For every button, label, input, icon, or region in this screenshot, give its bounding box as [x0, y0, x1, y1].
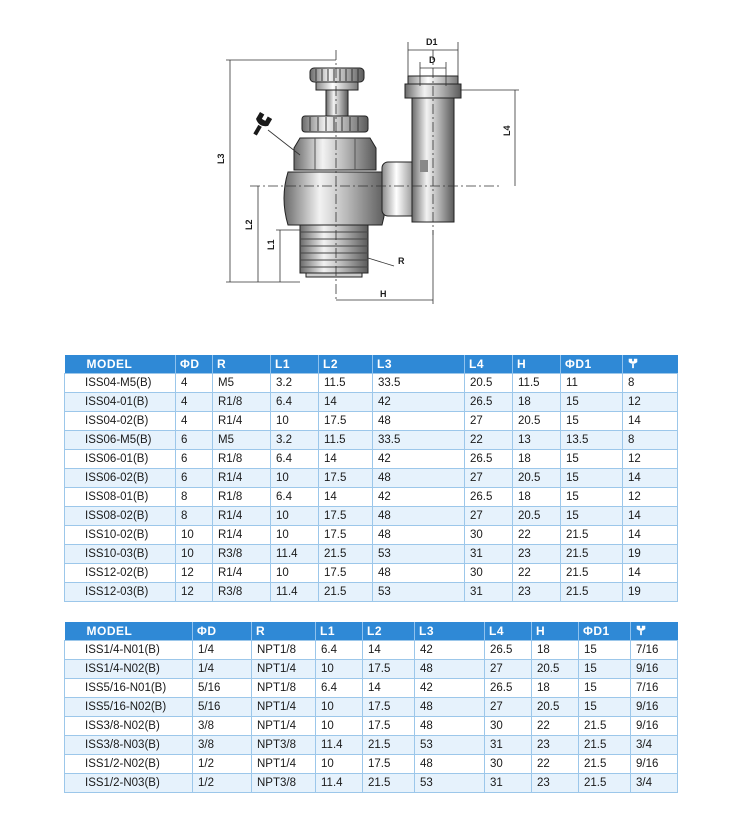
value-cell: 20.5 — [513, 507, 561, 526]
value-cell: 8 — [623, 374, 678, 393]
spec-table-imperial — [64, 622, 678, 793]
value-cell: 23 — [513, 583, 561, 602]
value-cell: 17.5 — [319, 469, 373, 488]
table-row — [65, 545, 678, 564]
model-cell: ISS1/2-N03(B) — [65, 774, 193, 793]
table-row — [65, 564, 678, 583]
label-l4: L4 — [502, 125, 512, 136]
column-header: L1 — [271, 355, 319, 374]
value-cell: 13.5 — [561, 431, 623, 450]
value-cell: 22 — [513, 526, 561, 545]
value-cell: 21.5 — [579, 736, 631, 755]
value-cell: 22 — [532, 717, 579, 736]
value-cell: 11.5 — [513, 374, 561, 393]
value-cell: 15 — [561, 488, 623, 507]
value-cell: 30 — [465, 526, 513, 545]
value-cell: 15 — [561, 450, 623, 469]
value-cell: 11.5 — [319, 374, 373, 393]
value-cell: 18 — [513, 450, 561, 469]
value-cell: 21.5 — [319, 545, 373, 564]
value-cell: 20.5 — [513, 412, 561, 431]
table-row — [65, 374, 678, 393]
value-cell: 11.4 — [271, 583, 319, 602]
label-r: R — [398, 256, 405, 266]
value-cell: 6.4 — [271, 393, 319, 412]
value-cell: 26.5 — [465, 450, 513, 469]
value-cell: 18 — [532, 641, 579, 660]
table-row — [65, 641, 678, 660]
label-l1: L1 — [266, 239, 276, 250]
value-cell: 53 — [373, 545, 465, 564]
value-cell: 18 — [513, 393, 561, 412]
value-cell: 12 — [176, 583, 213, 602]
column-header: R — [213, 355, 271, 374]
value-cell: 17.5 — [319, 526, 373, 545]
model-cell: ISS10-02(B) — [65, 526, 176, 545]
column-header: ΦD — [193, 622, 252, 641]
model-cell: ISS1/4-N02(B) — [65, 660, 193, 679]
value-cell: 21.5 — [579, 717, 631, 736]
model-cell: ISS06-M5(B) — [65, 431, 176, 450]
column-header: ΦD1 — [579, 622, 631, 641]
value-cell: 4 — [176, 393, 213, 412]
column-header: L2 — [363, 622, 415, 641]
value-cell: 6 — [176, 450, 213, 469]
value-cell: 10 — [271, 412, 319, 431]
value-cell: 31 — [465, 545, 513, 564]
value-cell: 21.5 — [561, 583, 623, 602]
value-cell: 10 — [316, 660, 363, 679]
value-cell: 48 — [415, 698, 485, 717]
model-cell: ISS06-01(B) — [65, 450, 176, 469]
value-cell: 17.5 — [319, 507, 373, 526]
value-cell: 14 — [319, 450, 373, 469]
model-cell: ISS12-02(B) — [65, 564, 176, 583]
wrench-size-icon — [623, 355, 678, 374]
value-cell: 23 — [532, 774, 579, 793]
value-cell: M5 — [213, 374, 271, 393]
table-row — [65, 393, 678, 412]
value-cell: NPT1/8 — [252, 679, 316, 698]
label-l3: L3 — [216, 153, 226, 164]
column-header: ΦD — [176, 355, 213, 374]
value-cell: 21.5 — [579, 755, 631, 774]
table-row — [65, 774, 678, 793]
value-cell: 27 — [485, 660, 532, 679]
value-cell: 18 — [532, 679, 579, 698]
model-cell: ISS5/16-N02(B) — [65, 698, 193, 717]
value-cell: 53 — [415, 736, 485, 755]
value-cell: 10 — [176, 526, 213, 545]
value-cell: 10 — [316, 698, 363, 717]
value-cell: 26.5 — [485, 679, 532, 698]
table-row — [65, 583, 678, 602]
column-header: L3 — [373, 355, 465, 374]
value-cell: 23 — [532, 736, 579, 755]
value-cell: 15 — [561, 412, 623, 431]
value-cell: NPT3/8 — [252, 774, 316, 793]
table-row — [65, 431, 678, 450]
model-cell: ISS04-M5(B) — [65, 374, 176, 393]
value-cell: 3.2 — [271, 374, 319, 393]
value-cell: NPT1/4 — [252, 717, 316, 736]
value-cell: 10 — [176, 545, 213, 564]
value-cell: 26.5 — [465, 488, 513, 507]
value-cell: NPT1/8 — [252, 641, 316, 660]
value-cell: R1/4 — [213, 564, 271, 583]
table-row — [65, 660, 678, 679]
value-cell: 14 — [319, 488, 373, 507]
value-cell: R1/8 — [213, 488, 271, 507]
column-header: MODEL — [65, 355, 176, 374]
value-cell: 1/2 — [193, 774, 252, 793]
value-cell: 21.5 — [363, 774, 415, 793]
model-cell: ISS1/4-N01(B) — [65, 641, 193, 660]
column-header: L4 — [465, 355, 513, 374]
value-cell: 48 — [373, 507, 465, 526]
value-cell: R1/8 — [213, 450, 271, 469]
table-row — [65, 488, 678, 507]
value-cell: 15 — [561, 507, 623, 526]
value-cell: 21.5 — [561, 564, 623, 583]
value-cell: 12 — [176, 564, 213, 583]
value-cell: R1/4 — [213, 469, 271, 488]
value-cell: 20.5 — [513, 469, 561, 488]
value-cell: 8 — [623, 431, 678, 450]
value-cell: 14 — [623, 507, 678, 526]
value-cell: 15 — [579, 660, 631, 679]
label-d1: D1 — [426, 37, 438, 47]
value-cell: 6.4 — [316, 641, 363, 660]
value-cell: 6 — [176, 431, 213, 450]
value-cell: 20.5 — [532, 698, 579, 717]
value-cell: R1/4 — [213, 412, 271, 431]
value-cell: 23 — [513, 545, 561, 564]
value-cell: 11.4 — [316, 774, 363, 793]
value-cell: 31 — [485, 736, 532, 755]
value-cell: 53 — [415, 774, 485, 793]
value-cell: 17.5 — [319, 564, 373, 583]
column-header: L3 — [415, 622, 485, 641]
value-cell: 3/4 — [631, 774, 678, 793]
value-cell: 14 — [623, 469, 678, 488]
value-cell: 48 — [373, 412, 465, 431]
value-cell: 19 — [623, 545, 678, 564]
value-cell: 3/4 — [631, 736, 678, 755]
value-cell: 48 — [415, 660, 485, 679]
value-cell: 9/16 — [631, 755, 678, 774]
value-cell: 5/16 — [193, 698, 252, 717]
value-cell: 10 — [316, 755, 363, 774]
value-cell: 10 — [271, 507, 319, 526]
column-header: MODEL — [65, 622, 193, 641]
value-cell: 48 — [373, 469, 465, 488]
value-cell: 27 — [465, 412, 513, 431]
value-cell: 20.5 — [465, 374, 513, 393]
column-header: L1 — [316, 622, 363, 641]
value-cell: 10 — [316, 717, 363, 736]
value-cell: 22 — [513, 564, 561, 583]
value-cell: NPT3/8 — [252, 736, 316, 755]
value-cell: 20.5 — [532, 660, 579, 679]
value-cell: 31 — [485, 774, 532, 793]
value-cell: 27 — [465, 469, 513, 488]
value-cell: 12 — [623, 488, 678, 507]
value-cell: 30 — [465, 564, 513, 583]
model-cell: ISS10-03(B) — [65, 545, 176, 564]
label-l2: L2 — [244, 219, 254, 230]
value-cell: 10 — [271, 469, 319, 488]
value-cell: 22 — [532, 755, 579, 774]
value-cell: 21.5 — [561, 526, 623, 545]
value-cell: 15 — [579, 641, 631, 660]
table-row — [65, 736, 678, 755]
value-cell: 15 — [561, 393, 623, 412]
table-row — [65, 526, 678, 545]
technical-drawing — [150, 20, 580, 320]
value-cell: R1/8 — [213, 393, 271, 412]
model-cell: ISS3/8-N02(B) — [65, 717, 193, 736]
value-cell: 4 — [176, 412, 213, 431]
model-cell: ISS06-02(B) — [65, 469, 176, 488]
value-cell: 7/16 — [631, 679, 678, 698]
value-cell: 21.5 — [579, 774, 631, 793]
column-header: L4 — [485, 622, 532, 641]
value-cell: 33.5 — [373, 374, 465, 393]
value-cell: R3/8 — [213, 583, 271, 602]
table-row — [65, 679, 678, 698]
value-cell: 14 — [363, 641, 415, 660]
value-cell: 14 — [623, 564, 678, 583]
model-cell: ISS04-01(B) — [65, 393, 176, 412]
value-cell: 42 — [373, 393, 465, 412]
value-cell: 42 — [373, 488, 465, 507]
value-cell: 18 — [513, 488, 561, 507]
value-cell: 42 — [415, 679, 485, 698]
value-cell: NPT1/4 — [252, 660, 316, 679]
knurled-knob — [310, 68, 364, 116]
table-row — [65, 469, 678, 488]
value-cell: 15 — [579, 698, 631, 717]
value-cell: 31 — [465, 583, 513, 602]
value-cell: 6.4 — [271, 488, 319, 507]
value-cell: 42 — [415, 641, 485, 660]
table-row — [65, 698, 678, 717]
value-cell: 12 — [623, 393, 678, 412]
wrench-size-icon — [631, 622, 678, 641]
value-cell: 6.4 — [316, 679, 363, 698]
model-cell: ISS04-02(B) — [65, 412, 176, 431]
table-header-row — [65, 355, 678, 374]
value-cell: 17.5 — [363, 717, 415, 736]
value-cell: 14 — [319, 393, 373, 412]
thread — [300, 225, 368, 277]
column-header: ΦD1 — [561, 355, 623, 374]
value-cell: 48 — [415, 755, 485, 774]
value-cell: 3.2 — [271, 431, 319, 450]
value-cell: 10 — [271, 526, 319, 545]
column-header: H — [532, 622, 579, 641]
model-cell: ISS3/8-N03(B) — [65, 736, 193, 755]
table-header-row — [65, 622, 678, 641]
value-cell: 9/16 — [631, 717, 678, 736]
value-cell: R1/4 — [213, 507, 271, 526]
table-row — [65, 717, 678, 736]
table-row — [65, 412, 678, 431]
lock-nut — [302, 116, 368, 132]
value-cell: 17.5 — [319, 412, 373, 431]
value-cell: 14 — [623, 526, 678, 545]
value-cell: 5/16 — [193, 679, 252, 698]
value-cell: 6 — [176, 469, 213, 488]
model-cell: ISS08-02(B) — [65, 507, 176, 526]
value-cell: 15 — [561, 469, 623, 488]
table-row — [65, 450, 678, 469]
value-cell: 17.5 — [363, 755, 415, 774]
column-header: L2 — [319, 355, 373, 374]
value-cell: 1/4 — [193, 641, 252, 660]
value-cell: 15 — [579, 679, 631, 698]
value-cell: R3/8 — [213, 545, 271, 564]
value-cell: 14 — [623, 412, 678, 431]
value-cell: 27 — [465, 507, 513, 526]
value-cell: 53 — [373, 583, 465, 602]
model-cell: ISS12-03(B) — [65, 583, 176, 602]
value-cell: 3/8 — [193, 736, 252, 755]
value-cell: NPT1/4 — [252, 698, 316, 717]
value-cell: 22 — [465, 431, 513, 450]
value-cell: 30 — [485, 755, 532, 774]
value-cell: 10 — [271, 564, 319, 583]
value-cell: 1/4 — [193, 660, 252, 679]
value-cell: 21.5 — [363, 736, 415, 755]
spec-table-metric — [64, 355, 678, 602]
column-header: H — [513, 355, 561, 374]
value-cell: 6.4 — [271, 450, 319, 469]
value-cell: 11 — [561, 374, 623, 393]
value-cell: 7/16 — [631, 641, 678, 660]
value-cell: 3/8 — [193, 717, 252, 736]
value-cell: NPT1/4 — [252, 755, 316, 774]
value-cell: 8 — [176, 507, 213, 526]
column-header: R — [252, 622, 316, 641]
value-cell: 14 — [363, 679, 415, 698]
model-cell: ISS5/16-N01(B) — [65, 679, 193, 698]
label-d: D — [429, 55, 436, 65]
value-cell: 27 — [485, 698, 532, 717]
value-cell: 8 — [176, 488, 213, 507]
value-cell: 4 — [176, 374, 213, 393]
table-row — [65, 507, 678, 526]
value-cell: 26.5 — [485, 641, 532, 660]
value-cell: 30 — [485, 717, 532, 736]
value-cell: 26.5 — [465, 393, 513, 412]
value-cell: 12 — [623, 450, 678, 469]
value-cell: 9/16 — [631, 698, 678, 717]
table-row — [65, 755, 678, 774]
value-cell: 17.5 — [363, 660, 415, 679]
model-cell: ISS08-01(B) — [65, 488, 176, 507]
value-cell: 11.4 — [316, 736, 363, 755]
value-cell: 21.5 — [319, 583, 373, 602]
wrench-icon — [249, 112, 272, 138]
value-cell: 42 — [373, 450, 465, 469]
value-cell: 48 — [373, 564, 465, 583]
value-cell: 19 — [623, 583, 678, 602]
value-cell: M5 — [213, 431, 271, 450]
value-cell: 9/16 — [631, 660, 678, 679]
value-cell: 1/2 — [193, 755, 252, 774]
value-cell: 11.5 — [319, 431, 373, 450]
valve-body — [284, 162, 418, 225]
value-cell: 48 — [415, 717, 485, 736]
label-h: H — [380, 289, 387, 299]
value-cell: R1/4 — [213, 526, 271, 545]
hex-body — [294, 138, 376, 170]
value-cell: 11.4 — [271, 545, 319, 564]
value-cell: 21.5 — [561, 545, 623, 564]
value-cell: 17.5 — [363, 698, 415, 717]
value-cell: 13 — [513, 431, 561, 450]
model-cell: ISS1/2-N02(B) — [65, 755, 193, 774]
value-cell: 48 — [373, 526, 465, 545]
value-cell: 33.5 — [373, 431, 465, 450]
